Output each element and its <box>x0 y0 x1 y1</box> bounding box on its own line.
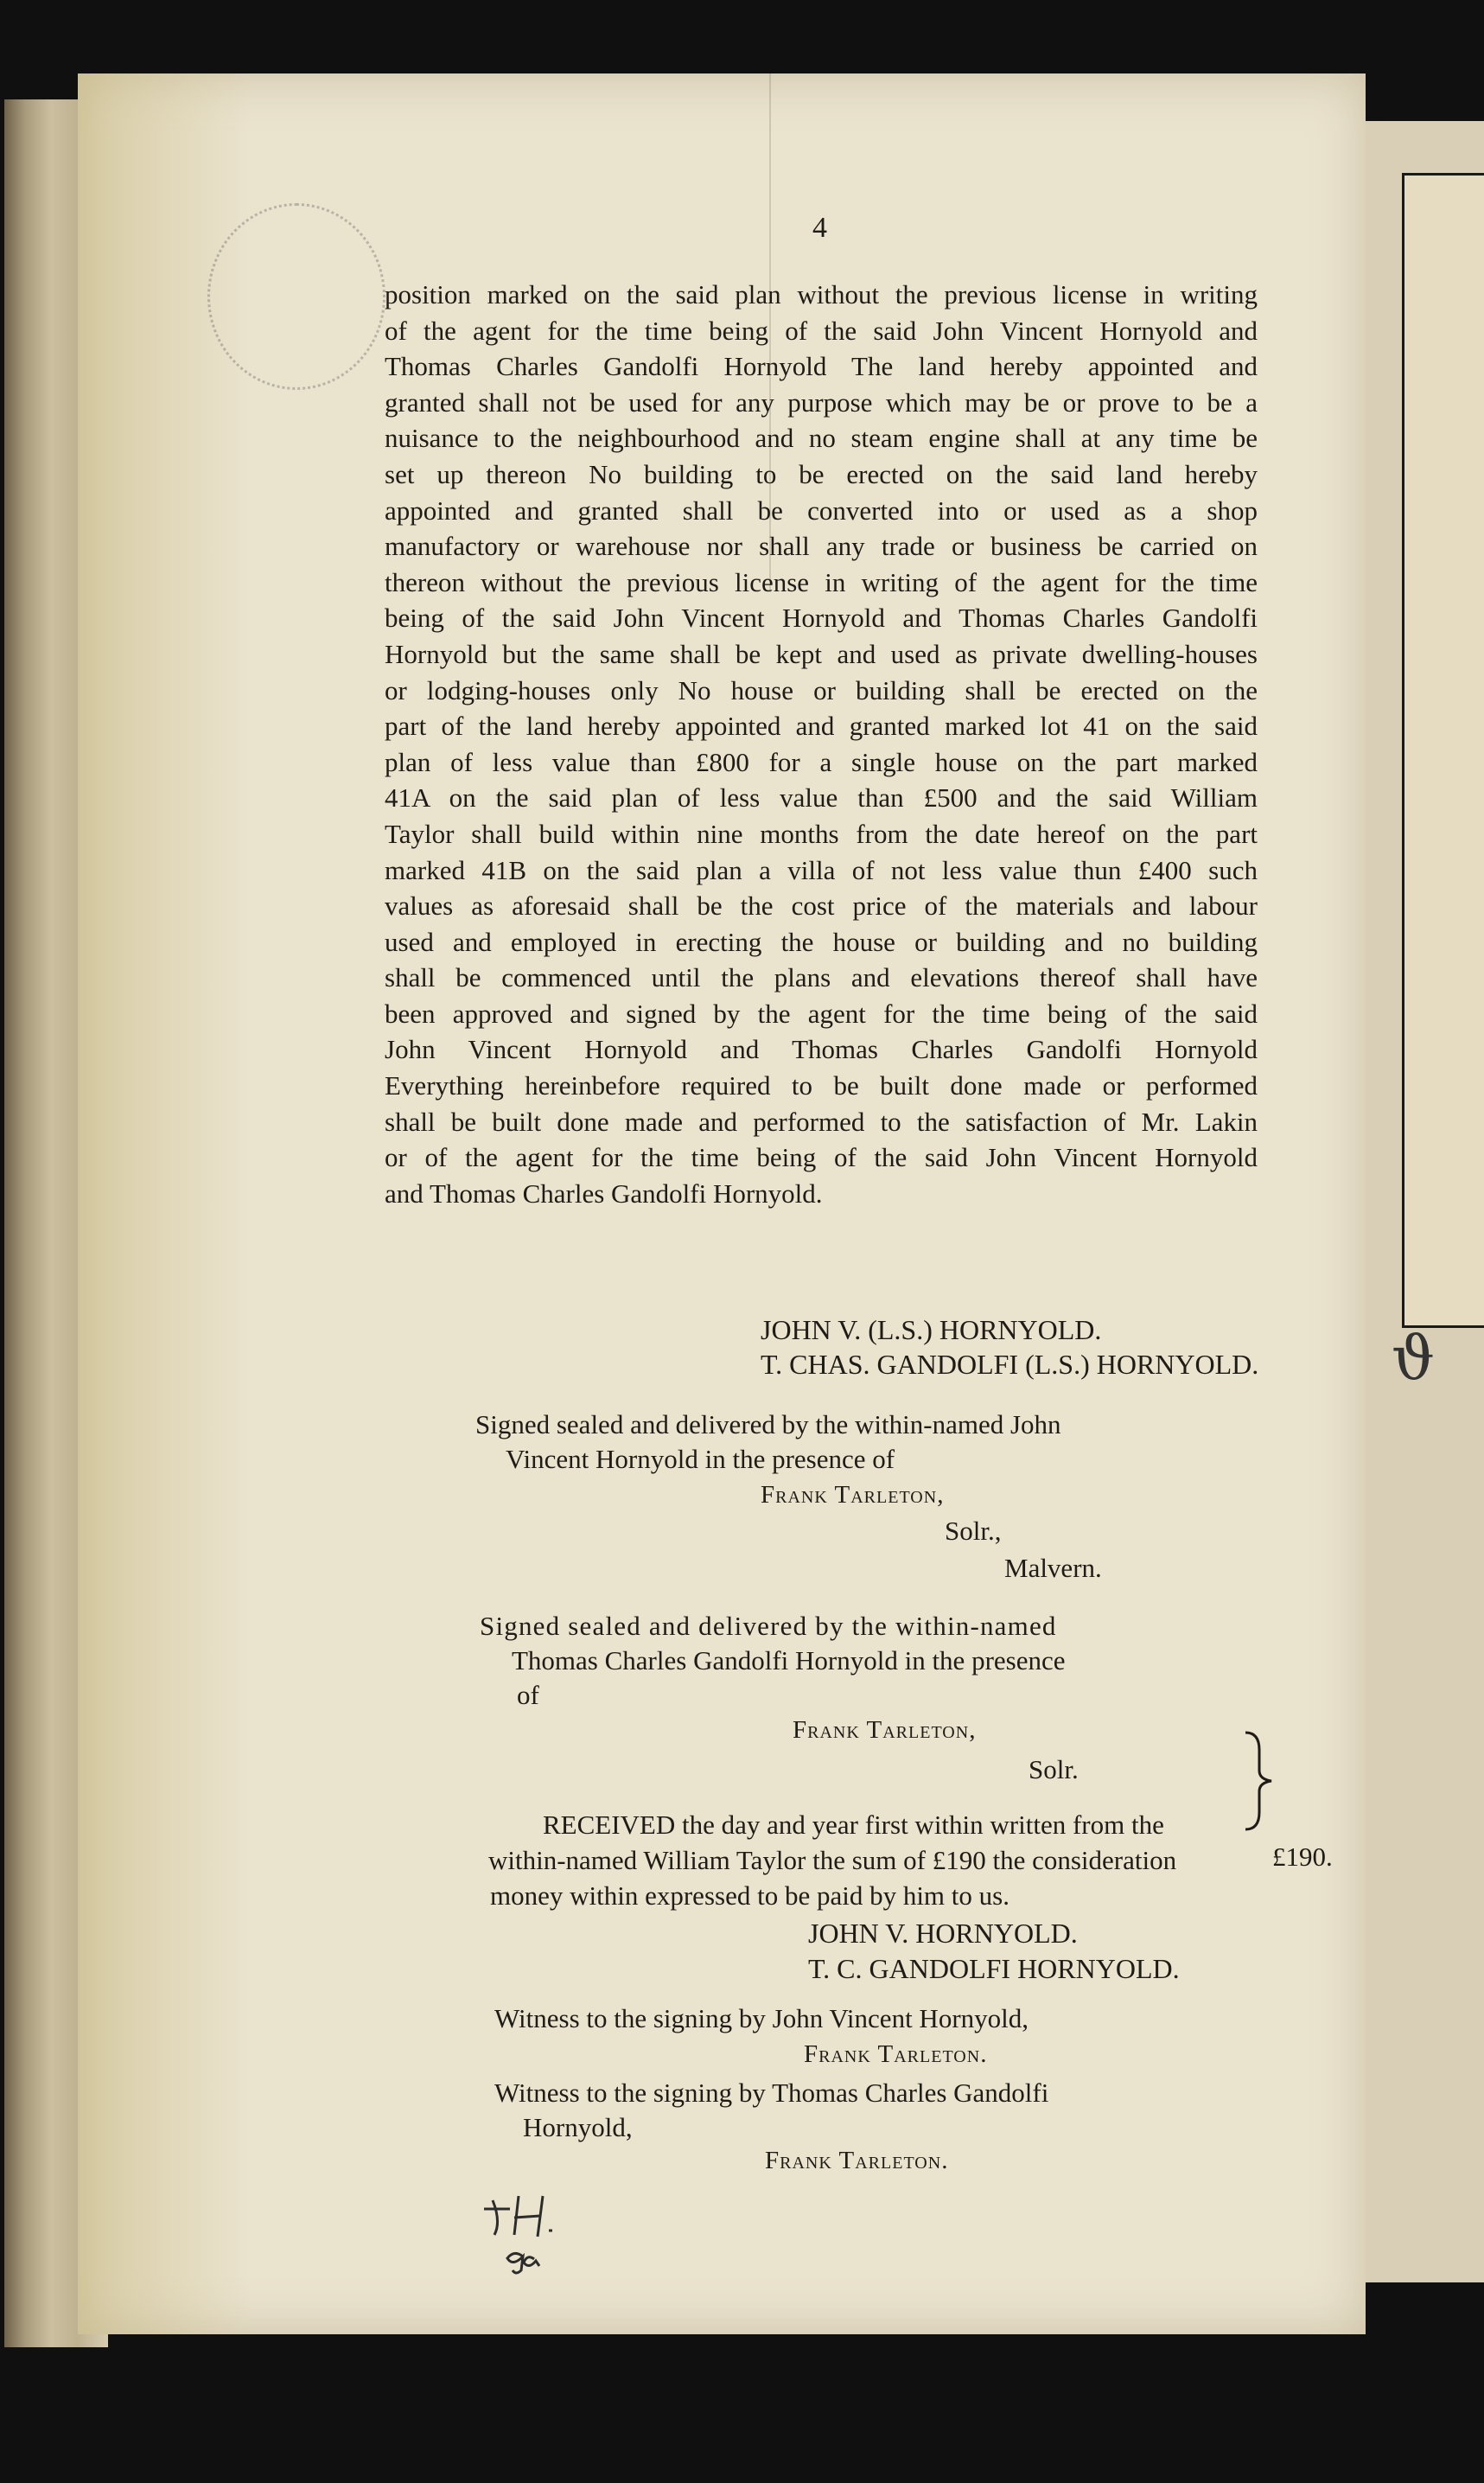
deed-line: shall be commenced until the plans and elevations thereof shall have <box>385 962 1258 993</box>
witness-line2: Witness to the signing by Thomas Charles Gandolfi <box>494 2078 1049 2108</box>
page-body <box>78 73 1366 2334</box>
deed-line: part of the land hereby appointed and granted marked lot 41 on the said <box>385 711 1258 742</box>
adjacent-page-frame <box>1402 173 1484 1328</box>
deed-line: position marked on the said plan without the previous license in writing <box>385 279 1258 310</box>
deed-line: nuisance to the neighbourhood and no steam engine shall at any time be <box>385 423 1258 454</box>
adjacent-page <box>1357 121 1484 2282</box>
attestation2-line1: Signed sealed and delivered by the within-named <box>480 1611 1057 1641</box>
deed-line: of the agent for the time being of the said John Vincent Hornyold and <box>385 315 1258 346</box>
deed-line: granted shall not be used for any purpose which may be or prove to be a <box>385 386 1258 418</box>
deed-line: shall be built done made and performed to the satisfaction of Mr. Lakin <box>385 1106 1258 1137</box>
witness-line1: Witness to the signing by John Vincent Hornyold, <box>494 2003 1029 2033</box>
attestation2-line2: Thomas Charles Gandolfi Hornyold in the presence <box>512 1645 1066 1676</box>
receipt-line1: RECEIVED the day and year first within written from the <box>543 1810 1164 1840</box>
deed-line: set up thereon No building to be erected on the said land hereby <box>385 458 1258 489</box>
receipt-line2: within-named William Taylor the sum of £190 the consideration <box>488 1845 1177 1875</box>
receipt-amount: £190. <box>1272 1842 1333 1872</box>
document-page <box>78 73 1366 2334</box>
deed-line: being of the said John Vincent Hornyold and Thomas Charles Gandolfi <box>385 603 1258 634</box>
deed-line: Thomas Charles Gandolfi Hornyold The land hereby appointed and <box>385 351 1258 382</box>
deed-paragraph <box>385 277 1258 1211</box>
deed-line: manufactory or warehouse nor shall any trade or business be carried on <box>385 531 1258 562</box>
receipt-line3: money within expressed to be paid by him to us. <box>490 1880 1010 1911</box>
receipt-signature-john: JOHN V. HORNYOLD. <box>808 1918 1078 1949</box>
deed-line: Hornyold but the same shall be kept and used as private dwelling-houses <box>385 638 1258 669</box>
signature-thomas-hornyold: T. CHAS. GANDOLFI (L.S.) HORNYOLD. <box>761 1349 1259 1380</box>
deed-line: values as aforesaid shall be the cost price of the materials and labour <box>385 890 1258 922</box>
witness-line3: Hornyold, <box>523 2112 633 2142</box>
witness-name1: Frank Tarleton. <box>804 2040 988 2068</box>
deed-line: appointed and granted shall be converted into or used as a shop <box>385 495 1258 526</box>
attestation2-title: Solr. <box>1029 1754 1079 1784</box>
adjacent-page-handwritten-mark: ϑ <box>1392 1323 1436 1394</box>
witness-name2: Frank Tarleton. <box>765 2147 949 2174</box>
deed-line: been approved and signed by the agent for the time being of the said <box>385 998 1258 1029</box>
deed-line: or lodging-houses only No house or building shall be erected on the <box>385 674 1258 705</box>
deed-line: John Vincent Hornyold and Thomas Charles Gandolfi Hornyold <box>385 1034 1258 1065</box>
attestation2-witness: Frank Tarleton, <box>793 1716 977 1744</box>
deed-line: or of the agent for the time being of the said John Vincent Hornyold <box>385 1142 1258 1173</box>
deed-line: plan of less value than £800 for a single house on the part marked <box>385 746 1258 777</box>
deed-line: marked 41B on the said plan a villa of not less value thun £400 such <box>385 854 1258 885</box>
handwritten-initials <box>475 2183 596 2289</box>
signature-john-hornyold: JOHN V. (L.S.) HORNYOLD. <box>761 1314 1102 1345</box>
deed-line: Everything hereinbefore required to be built done made or performed <box>385 1070 1258 1101</box>
attestation2-line3: of <box>517 1680 539 1710</box>
deed-line: 41A on the said plan of less value than £500 and the said William <box>385 782 1258 814</box>
attestation1-line2: Vincent Hornyold in the presence of <box>506 1444 895 1474</box>
receipt-brace <box>1240 1729 1285 1833</box>
attestation1-line1: Signed sealed and delivered by the within-named John <box>475 1409 1061 1439</box>
deed-line: thereon without the previous license in writing of the agent for the time <box>385 566 1258 597</box>
attestation1-place: Malvern. <box>1004 1553 1102 1583</box>
deed-line: Taylor shall build within nine months from the date hereof on the part <box>385 818 1258 849</box>
deed-line: and Thomas Charles Gandolfi Hornyold. <box>385 1178 823 1209</box>
deed-line: used and employed in erecting the house or building and no building <box>385 926 1258 957</box>
attestation1-title: Solr., <box>945 1516 1002 1546</box>
receipt-signature-thomas: T. C. GANDOLFI HORNYOLD. <box>808 1953 1180 1984</box>
attestation1-witness: Frank Tarleton, <box>761 1481 945 1509</box>
page-number: 4 <box>812 212 827 244</box>
